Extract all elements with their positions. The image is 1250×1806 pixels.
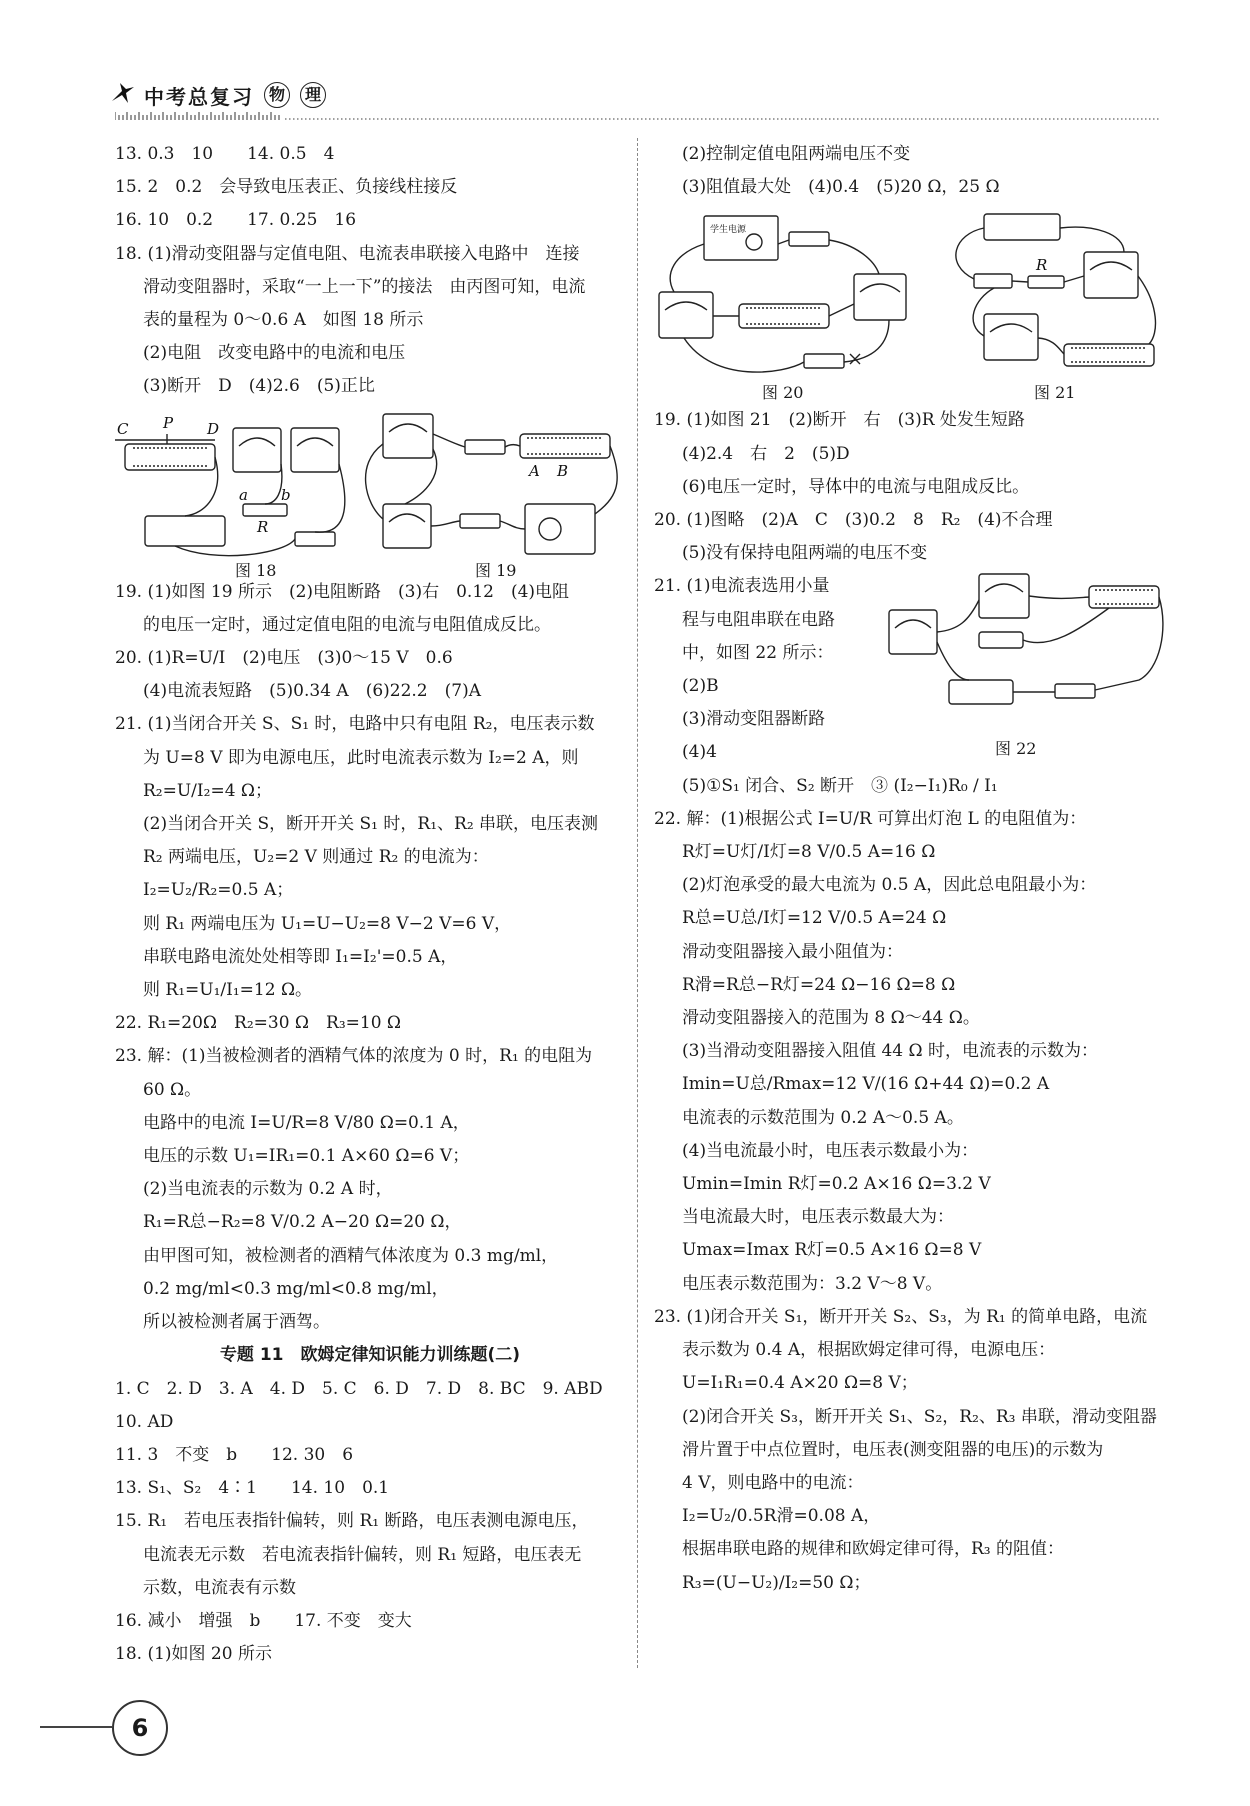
fig18-label-r: R <box>257 517 269 536</box>
answer-line: 23. (1)闭合开关 S₁，断开开关 S₂、S₃，为 R₁ 的简单电路，电流 <box>654 1306 1148 1327</box>
answer-line: (3)断开 D (4)2.6 (5)正比 <box>143 376 375 397</box>
caption-fig-18: 图 18 <box>235 560 277 580</box>
fig21-label-r: R <box>1036 256 1048 275</box>
answer-line: R₁=R总−R₂=8 V/0.2 A−20 Ω=20 Ω， <box>143 1212 462 1233</box>
circuit-diagram-18-19 <box>115 404 625 576</box>
answer-line: 表的量程为 0～0.6 A 如图 18 所示 <box>143 310 424 331</box>
circuit-diagram-22 <box>879 570 1164 730</box>
answer-line: R₂=U/I₂=4 Ω； <box>143 780 273 801</box>
answer-line: (4)2.4 右 2 (5)D <box>682 443 850 464</box>
answer-line: 则 R₁ 两端电压为 U₁=U−U₂=8 V−2 V=6 V， <box>143 913 512 934</box>
figure-20-21 <box>654 204 1164 404</box>
answer-line: (2)电阻 改变电路中的电流和电压 <box>143 343 406 364</box>
figure-18-19 <box>115 404 625 580</box>
power-supply-label: 学生电源 <box>710 225 747 236</box>
answer-line: 22. R₁=20Ω R₂=30 Ω R₃=10 Ω <box>115 1013 402 1034</box>
subject-char-1: 物 <box>264 82 290 108</box>
answer-line: 15. 2 0.2 会导致电压表正、负接线柱接反 <box>115 177 458 198</box>
answer-line: (2)当电流表的示数为 0.2 A 时， <box>143 1179 393 1200</box>
answer-line: 的电压一定时，通过定值电阻的电流与电阻值成反比。 <box>143 614 551 635</box>
answer-line: 21. (1)当闭合开关 S、S₁ 时，电路中只有电阻 R₂，电压表示数 <box>115 714 595 735</box>
figure-22 <box>879 570 1164 760</box>
answer-line: (3)当滑动变阻器接入阻值 44 Ω 时，电流表的示数为： <box>682 1041 1099 1062</box>
answer-line: R₃=(U−U₂)/I₂=50 Ω； <box>682 1572 871 1593</box>
answer-line: 滑动变阻器时，采取“一上一下”的接法 由丙图可知，电流 <box>143 276 586 297</box>
fig18-label-a: a <box>239 485 248 504</box>
answer-line: 根据串联电路的规律和欧姆定律可得，R₃ 的阻值： <box>682 1539 1065 1560</box>
answer-line: (2)控制定值电阻两端电压不变 <box>682 144 911 164</box>
answer-line: 滑动变阻器接入的范围为 8 Ω～44 Ω。 <box>682 1008 980 1029</box>
answer-line: 10. AD <box>115 1411 174 1432</box>
answer-line: 13. 0.3 10 14. 0.5 4 <box>115 144 335 164</box>
answer-line: 1. C 2. D 3. A 4. D 5. C 6. D 7. D 8. BC 9. ABD <box>115 1378 603 1399</box>
answer-line: (3)阻值最大处 (4)0.4 (5)20 Ω，25 Ω <box>682 177 1000 198</box>
answer-line: 23. 解：(1)当被检测者的酒精气体的浓度为 0 时，R₁ 的电阻为 <box>115 1046 593 1067</box>
caption-fig-22: 图 22 <box>995 739 1037 759</box>
answer-line: 16. 10 0.2 17. 0.25 16 <box>115 210 357 231</box>
answer-line: 所以被检测者属于酒驾。 <box>143 1312 330 1333</box>
answer-line: 示数，电流表有示数 <box>143 1577 296 1598</box>
right-column <box>654 138 1164 1600</box>
answer-line: I₂=U₂/R₂=0.5 A； <box>143 880 294 901</box>
answer-line: (4)4 <box>682 742 717 763</box>
answer-line: 电流表无示数 若电流表指针偏转，则 R₁ 短路，电压表无 <box>143 1544 582 1565</box>
answer-line: R滑=R总−R灯=24 Ω−16 Ω=8 Ω <box>682 974 956 995</box>
answer-line: (5)没有保持电阻两端的电压不变 <box>682 543 928 564</box>
bird-logo-icon <box>110 79 136 111</box>
answer-line: 当电流最大时，电压表示数最大为： <box>682 1207 954 1228</box>
answer-line: 20. (1)图略 (2)A C (3)0.2 8 R₂ (4)不合理 <box>654 510 1053 531</box>
answer-line: 19. (1)如图 19 所示 (2)电阻断路 (3)右 0.12 (4)电阻 <box>115 581 570 602</box>
answer-line: U=I₁R₁=0.4 A×20 Ω=8 V； <box>682 1373 918 1394</box>
answer-line: 滑动变阻器接入最小阻值为： <box>682 941 903 962</box>
answer-line: 0.2 mg/ml<0.3 mg/ml<0.8 mg/ml， <box>143 1278 449 1299</box>
answer-line: (2)闭合开关 S₃，断开开关 S₁、S₂，R₂、R₃ 串联，滑动变阻器 <box>682 1406 1157 1427</box>
answer-line: (5)①S₁ 闭合、S₂ 断开 ③ (I₂−I₁)R₀ / I₁ <box>682 775 998 796</box>
page-number: 6 <box>112 1700 168 1756</box>
section-title: 专题 11 欧姆定律知识能力训练题(二) <box>219 1345 521 1366</box>
circuit-diagram-20-21 <box>654 204 1164 404</box>
answer-line: 15. R₁ 若电压表指针偏转，则 R₁ 断路，电压表测电源电压， <box>115 1511 589 1532</box>
book-title: 中考总复习 <box>144 84 254 109</box>
answer-line: 13. S₁、S₂ 4∶1 14. 10 0.1 <box>115 1478 390 1499</box>
footer-rule <box>40 1726 112 1728</box>
answer-line: (4)当电流最小时，电压表示数最小为： <box>682 1140 979 1161</box>
answer-line: (4)电流表短路 (5)0.34 A (6)22.2 (7)A <box>143 681 481 702</box>
answer-line: 表示数为 0.4 A，根据欧姆定律可得，电源电压： <box>682 1340 1056 1361</box>
answer-line: 60 Ω。 <box>143 1079 202 1100</box>
answer-line: (2)B <box>682 676 719 697</box>
answer-line: 21. (1)电流表选用小量 <box>654 576 830 597</box>
answer-line: (2)当闭合开关 S，断开开关 S₁ 时，R₁、R₂ 串联，电压表测 <box>143 814 599 835</box>
fig18-label-d: D <box>207 419 220 438</box>
page-header <box>110 78 326 112</box>
fig19-label-b: B <box>557 461 569 480</box>
question-21-block <box>654 570 1164 802</box>
answer-line: 中，如图 22 所示： <box>682 642 834 663</box>
answer-line: 电流表的示数范围为 0.2 A～0.5 A。 <box>682 1107 964 1128</box>
caption-fig-21: 图 21 <box>1034 383 1076 403</box>
fig18-label-c: C <box>117 419 129 438</box>
answer-line: Umax=Imax R灯=0.5 A×16 Ω=8 V <box>682 1240 982 1261</box>
answer-line: (3)滑动变阻器断路 <box>682 709 826 730</box>
answer-line: 19. (1)如图 21 (2)断开 右 (3)R 处发生短路 <box>654 410 1025 431</box>
answer-line: (2)灯泡承受的最大电流为 0.5 A，因此总电阻最小为： <box>682 875 1097 896</box>
answer-line: 电压的示数 U₁=IR₁=0.1 A×60 Ω=6 V； <box>143 1146 470 1167</box>
answer-line: 4 V，则电路中的电流： <box>682 1472 864 1493</box>
answer-line: 则 R₁=U₁/I₁=12 Ω。 <box>143 980 313 1001</box>
answer-line: Imin=U总/Rmax=12 V/(16 Ω+44 Ω)=0.2 A <box>682 1074 1050 1095</box>
fig18-label-b: b <box>281 485 291 504</box>
answer-line: R₂ 两端电压，U₂=2 V 则通过 R₂ 的电流为： <box>143 847 489 868</box>
answer-line: 电压表示数范围为：3.2 V～8 V。 <box>682 1273 943 1294</box>
answer-line: I₂=U₂/0.5R滑=0.08 A， <box>682 1506 881 1527</box>
answer-line: 由甲图可知，被检测者的酒精气体浓度为 0.3 mg/ml， <box>143 1245 559 1266</box>
fig19-label-a: A <box>529 461 540 480</box>
header-ruler <box>115 112 1160 120</box>
left-column <box>115 138 625 1671</box>
answer-line: 22. 解：(1)根据公式 I=U/R 可算出灯泡 L 的电阻值为： <box>654 808 1087 829</box>
caption-fig-20: 图 20 <box>762 383 804 403</box>
answer-line: (6)电压一定时，导体中的电流与电阻成反比。 <box>682 476 1030 497</box>
answer-line: 电路中的电流 I=U/R=8 V/80 Ω=0.1 A， <box>143 1112 470 1133</box>
column-divider <box>637 138 638 1668</box>
answer-line: R总=U总/I灯=12 V/0.5 A=24 Ω <box>682 908 947 929</box>
answer-line: R灯=U灯/I灯=8 V/0.5 A=16 Ω <box>682 842 936 863</box>
answer-line: 18. (1)如图 20 所示 <box>115 1644 272 1665</box>
answer-line: 串联电路电流处处相等即 I₁=I₂'=0.5 A， <box>143 946 458 967</box>
answer-line: 为 U=8 V 即为电源电压，此时电流表示数为 I₂=2 A，则 <box>143 747 579 768</box>
subject-char-2: 理 <box>300 82 326 108</box>
answer-line: 11. 3 不变 b 12. 30 6 <box>115 1444 354 1465</box>
answer-line: Umin=Imin R灯=0.2 A×16 Ω=3.2 V <box>682 1174 991 1195</box>
answer-line: 18. (1)滑动变阻器与定值电阻、电流表串联接入电路中 连接 <box>115 243 580 264</box>
answer-line: 20. (1)R=U/I (2)电压 (3)0～15 V 0.6 <box>115 648 453 669</box>
answer-line: 滑片置于中点位置时，电压表(测变阻器的电压)的示数为 <box>682 1439 1104 1460</box>
caption-fig-19: 图 19 <box>475 560 517 580</box>
answer-line: 程与电阻串联在电路 <box>682 609 835 630</box>
answer-line: 16. 减小 增强 b 17. 不变 变大 <box>115 1610 412 1631</box>
fig18-label-p: P <box>163 413 174 432</box>
